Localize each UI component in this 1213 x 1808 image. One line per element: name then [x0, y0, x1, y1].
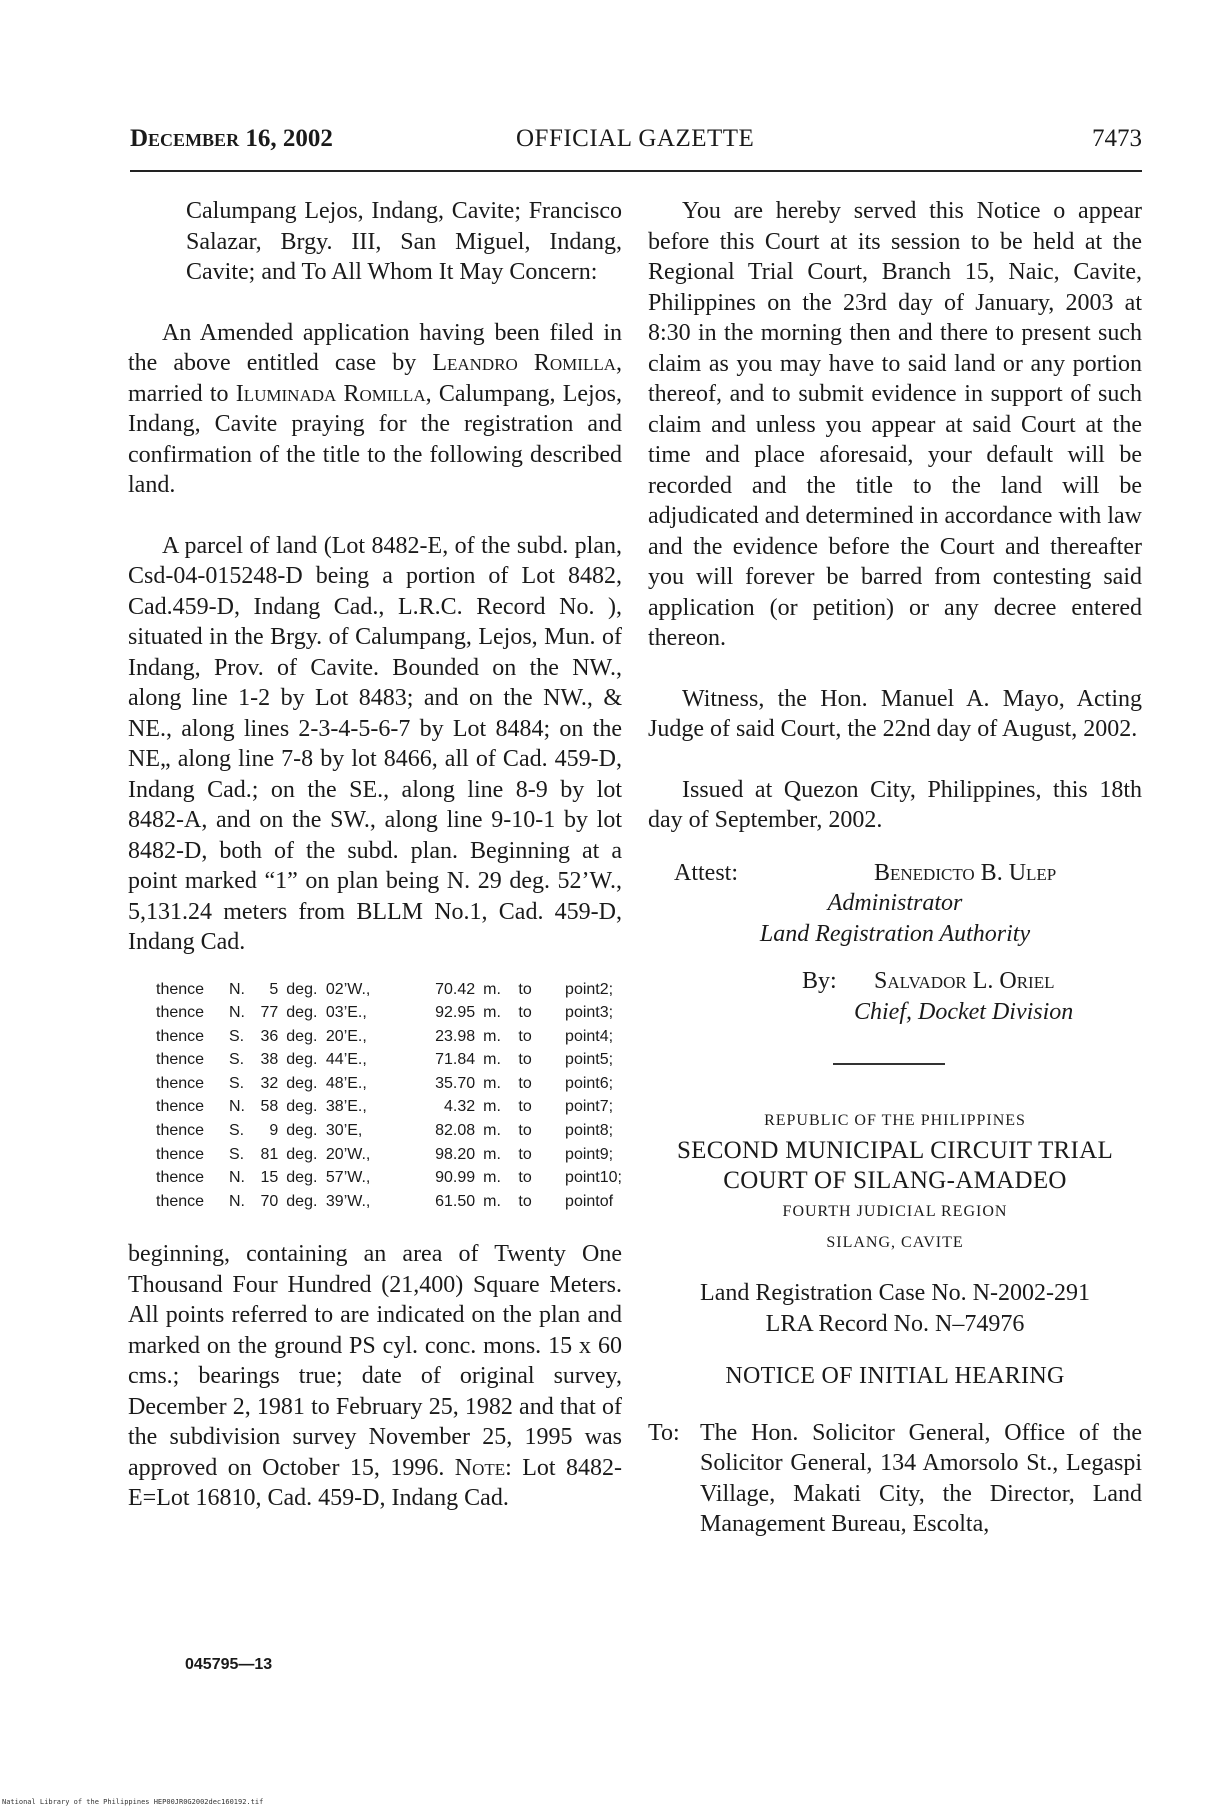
survey-cell-unit: deg. — [286, 1192, 318, 1210]
survey-row — [128, 1166, 622, 1190]
survey-cell-deg: 15 — [260, 1169, 279, 1187]
survey-cell-m: m. — [483, 1098, 501, 1116]
survey-cell-dir: S. — [228, 1027, 245, 1045]
survey-cell-dist: 61.50 — [435, 1192, 476, 1210]
survey-cell-unit: deg. — [286, 1004, 318, 1022]
survey-cell-word: thence — [156, 1145, 205, 1163]
survey-cell-bearing: 02’W., — [325, 980, 371, 998]
survey-cell-dist: 98.20 — [435, 1145, 476, 1163]
survey-cell-dir: S. — [228, 1051, 245, 1069]
survey-cell-m: m. — [483, 1074, 501, 1092]
survey-cell-unit: deg. — [286, 1074, 318, 1092]
republic-label: REPUBLIC OF THE PHILIPPINES — [764, 1112, 1026, 1129]
survey-cell-dir: N. — [228, 1192, 245, 1210]
survey-cell-to: to — [518, 1004, 532, 1022]
survey-cell-to: to — [518, 1122, 532, 1140]
survey-cell-num: of — [599, 1192, 614, 1210]
survey-row — [128, 1119, 622, 1143]
survey-cell-dist: 90.99 — [435, 1169, 476, 1187]
court-location: SILANG, CAVITE — [826, 1234, 964, 1251]
survey-cell-bearing: 38’E., — [325, 1098, 367, 1116]
survey-cell-word: thence — [156, 1098, 205, 1116]
spouse-name: Iluminada Romilla — [235, 380, 426, 407]
survey-cell-to: to — [518, 1169, 532, 1187]
survey-cell-num: 9; — [599, 1145, 614, 1163]
survey-row — [128, 1143, 622, 1167]
survey-cell-unit: deg. — [286, 1169, 318, 1187]
survey-cell-deg: 58 — [260, 1098, 279, 1116]
survey-cell-bearing: 30’E, — [325, 1122, 363, 1140]
survey-cell-dir: N. — [228, 1004, 245, 1022]
section-divider — [833, 1063, 945, 1065]
survey-cell-bearing: 48’E., — [325, 1074, 367, 1092]
survey-cell-bearing: 57’W., — [325, 1169, 371, 1187]
court-name-line-1: SECOND MUNICIPAL CIRCUIT TRIAL — [676, 1137, 1114, 1164]
header-rule — [130, 170, 1142, 172]
witness-paragraph: Witness, the Hon. Manuel A. Mayo, Acting Judge of said Court, the 22nd day of August, 2002. — [648, 685, 1142, 742]
survey-cell-word: thence — [156, 1192, 205, 1210]
survey-cell-point: point — [565, 1027, 600, 1045]
survey-row — [128, 1072, 622, 1096]
survey-cell-unit: deg. — [286, 1051, 318, 1069]
survey-cell-to: to — [518, 1074, 532, 1092]
header-publication: OFFICIAL GAZETTE — [516, 125, 755, 152]
survey-cell-dir: S. — [228, 1074, 245, 1092]
survey-cell-m: m. — [483, 1051, 501, 1069]
survey-cell-bearing: 20’E., — [325, 1027, 367, 1045]
application-paragraph — [128, 318, 622, 501]
survey-cell-word: thence — [156, 980, 205, 998]
survey-cell-bearing: 39’W., — [325, 1192, 371, 1210]
survey-cell-point: point — [565, 1122, 600, 1140]
survey-cell-bearing: 03’E., — [325, 1004, 367, 1022]
to-paragraph — [648, 1418, 1142, 1540]
survey-cell-deg: 70 — [260, 1192, 279, 1210]
survey-cell-word: thence — [156, 1004, 205, 1022]
survey-cell-to: to — [518, 1027, 532, 1045]
survey-cell-to: to — [518, 1192, 532, 1210]
survey-cell-dist: 71.84 — [435, 1051, 476, 1069]
by-label: By: — [802, 968, 837, 994]
survey-cell-word: thence — [156, 1051, 205, 1069]
judicial-region: FOURTH JUDICIAL REGION — [782, 1203, 1008, 1220]
survey-cell-num: 3; — [599, 1004, 614, 1022]
survey-cell-num: 2; — [599, 980, 614, 998]
survey-row — [128, 978, 622, 1002]
applicant-name: Leandro Romilla — [432, 350, 617, 376]
survey-cell-point: point — [565, 1051, 600, 1069]
survey-cell-num: 4; — [599, 1027, 614, 1045]
survey-cell-point: point — [565, 1004, 600, 1022]
survey-cell-unit: deg. — [286, 1122, 318, 1140]
survey-cell-m: m. — [483, 1004, 501, 1022]
survey-cell-dist: 4.32 — [444, 1098, 476, 1116]
survey-cell-unit: deg. — [286, 1098, 318, 1116]
page-header — [130, 125, 1142, 165]
attest-name: Benedicto B. Ulep — [874, 859, 1057, 886]
survey-cell-point: point — [565, 1169, 600, 1187]
footer-number: 045795—13 — [185, 1656, 273, 1673]
parcel-description: A parcel of land (Lot 8482-E, of the subd. plan, Csd-04-015248-D being a portion of Lot 8482, Cad.459-D, Indang Cad., L.R.C. Record No. ), situated in the Brgy. of Calumpang, Lejos, Mun. of Indang, Prov. of Cavite. Bounded on the NW., along line 1-2 by Lot 8483; and on the NW., & NE., along lines 2-3-4-5-6-7 by Lot 8484; on the NE„ along line 7-8 by lot 8466, all of Cad. 459-D, Indang Cad.; on the SE., along line 8-9 by lot 8482-A, and on the SW., along line 9-10-1 by lot 8482-D, both of the subd. plan. Beginning at a point marked “1” on plan being N. 29 deg. 52’W., 5,131.24 meters from BLLM No.1, Cad. 459-D, Indang Cad. — [128, 532, 622, 955]
survey-cell-unit: deg. — [286, 980, 318, 998]
survey-cell-num: 7; — [599, 1098, 614, 1116]
survey-cell-dir: N. — [228, 980, 245, 998]
survey-cell-unit: deg. — [286, 1145, 318, 1163]
survey-cell-to: to — [518, 1051, 532, 1069]
survey-cell-bearing: 44’E., — [325, 1051, 367, 1069]
survey-cell-dir: N. — [228, 1098, 245, 1116]
addressees-paragraph: Calumpang Lejos, Indang, Cavite; Francisco Salazar, Brgy. III, San Miguel, Indang, Cavite; and To All Whom It May Concern: — [186, 198, 622, 285]
survey-cell-point: point — [565, 1098, 600, 1116]
survey-cell-bearing: 20’W., — [325, 1145, 371, 1163]
survey-row — [128, 1095, 622, 1119]
to-label: To: — [648, 1419, 680, 1446]
survey-cell-m: m. — [483, 1145, 501, 1163]
survey-cell-deg: 36 — [260, 1027, 279, 1045]
scan-footer: National Library of the Philippines HEP00JR0G2002dec160192.tif — [2, 1798, 264, 1806]
note-label: Note — [454, 1454, 506, 1481]
attest-organization: Land Registration Authority — [759, 920, 1031, 947]
survey-cell-point: point — [565, 1192, 600, 1210]
header-page-number: 7473 — [1092, 125, 1142, 152]
survey-row — [128, 1190, 622, 1214]
lra-record-number: LRA Record No. N–74976 — [765, 1310, 1025, 1337]
survey-cell-deg: 32 — [260, 1074, 279, 1092]
left-column — [128, 196, 622, 1514]
survey-cell-dist: 70.42 — [435, 980, 476, 998]
survey-cell-deg: 81 — [260, 1145, 279, 1163]
survey-cell-word: thence — [156, 1074, 205, 1092]
survey-cell-word: thence — [156, 1169, 205, 1187]
survey-cell-dist: 92.95 — [435, 1004, 476, 1022]
survey-cell-dir: S. — [228, 1122, 245, 1140]
issued-paragraph: Issued at Quezon City, Philippines, this 18th day of September, 2002. — [648, 776, 1142, 833]
survey-cell-dist: 23.98 — [435, 1027, 476, 1045]
survey-table — [128, 978, 622, 1214]
survey-cell-m: m. — [483, 1192, 501, 1210]
survey-cell-m: m. — [483, 1027, 501, 1045]
survey-cell-unit: deg. — [286, 1027, 318, 1045]
survey-cell-num: 5; — [599, 1051, 614, 1069]
closing-paragraph — [128, 1239, 622, 1514]
survey-cell-m: m. — [483, 980, 501, 998]
attest-row — [648, 858, 1142, 889]
survey-cell-deg: 5 — [269, 980, 279, 998]
survey-cell-to: to — [518, 980, 532, 998]
notice-title: NOTICE OF INITIAL HEARING — [725, 1363, 1065, 1389]
survey-cell-dist: 35.70 — [435, 1074, 476, 1092]
by-title: Chief, Docket Division — [854, 998, 1074, 1025]
survey-cell-dir: N. — [228, 1169, 245, 1187]
application-text-2: , married to — [128, 350, 623, 407]
survey-cell-num: 10; — [599, 1169, 622, 1187]
survey-cell-point: point — [565, 1074, 600, 1092]
survey-cell-deg: 38 — [260, 1051, 279, 1069]
attest-label: Attest: — [674, 859, 738, 886]
survey-row — [128, 1025, 622, 1049]
survey-cell-num: 8; — [599, 1122, 614, 1140]
right-column — [648, 196, 1142, 1540]
survey-cell-word: thence — [156, 1027, 205, 1045]
application-text-3: , Calumpang, Lejos, Indang, Cavite praying for the registration and confirmation of the title to the following described land. — [128, 380, 623, 498]
survey-cell-m: m. — [483, 1169, 501, 1187]
header-date: December 16, 2002 — [130, 125, 333, 152]
survey-cell-to: to — [518, 1145, 532, 1163]
survey-cell-dir: S. — [228, 1145, 245, 1163]
survey-row — [128, 1048, 622, 1072]
survey-cell-point: point — [565, 980, 600, 998]
closing-text: beginning, containing an area of Twenty One Thousand Four Hundred (21,400) Square Meters. All points referred to are indicated on the plan and marked on the ground PS cyl. conc. mons. 15 x 60 cms.; bearings true; date of original survey, December 2, 1981 to February 25, 1982 and that of the subdivision survey November 25, 1995 was approved on October 15, 1996. — [128, 1241, 622, 1481]
survey-cell-m: m. — [483, 1122, 501, 1140]
survey-cell-point: point — [565, 1145, 600, 1163]
survey-cell-deg: 77 — [260, 1004, 279, 1022]
survey-cell-word: thence — [156, 1122, 205, 1140]
survey-row — [128, 1001, 622, 1025]
court-name-line-2: COURT OF SILANG-AMADEO — [723, 1167, 1067, 1194]
notice-paragraph: You are hereby served this Notice o appear before this Court at its session to be held at the Regional Trial Court, Branch 15, Naic, Cavite, Philippines on the 23rd day of January, 2003 at 8:30 in the morning then and there to present such claim as you may have to said land or any portion thereof, and to submit evidence in support of such claim and unless you appear at said Court at the time and place aforesaid, your default will be recorded and the title to the land will be adjudicated and determined in accordance with law and the evidence before the Court and thereafter you will forever be barred from contesting said application (or petition) or any decree entered thereon. — [648, 198, 1142, 651]
application-text-1: An Amended application having been filed in the above entitled case by — [128, 319, 622, 376]
by-name: Salvador L. Oriel — [874, 968, 1055, 994]
survey-cell-num: 6; — [599, 1074, 614, 1092]
by-row — [648, 966, 1142, 997]
note-text: : Lot 8482-E=Lot 16810, Cad. 459-D, Indang Cad. — [128, 1454, 623, 1512]
case-number: Land Registration Case No. N-2002-291 — [700, 1280, 1090, 1306]
survey-cell-deg: 9 — [269, 1122, 279, 1140]
to-text: The Hon. Solicitor General, Office of the Solicitor General, 134 Amorsolo St., Legaspi Village, Makati City, the Director, Land Management Bureau, Escolta, — [700, 1419, 1142, 1537]
survey-cell-dist: 82.08 — [435, 1122, 476, 1140]
attest-title: Administrator — [827, 890, 963, 916]
survey-cell-to: to — [518, 1098, 532, 1116]
